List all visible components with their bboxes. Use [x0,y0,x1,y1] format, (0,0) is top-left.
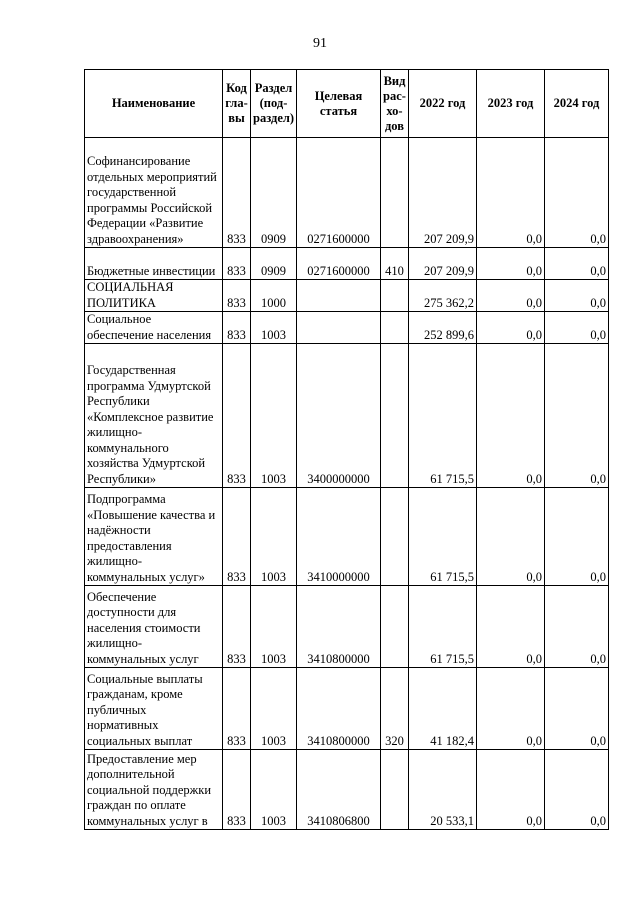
header-year-2024: 2024 год [545,70,609,138]
cell-year-2022: 61 715,5 [409,344,477,488]
cell-year-2022: 252 899,6 [409,312,477,344]
cell-year-2022: 207 209,9 [409,248,477,280]
table-row [85,344,609,488]
cell-chapter-code: 833 [223,668,251,750]
cell-expense-type [381,488,409,586]
cell-name: Софинансирование отдельных мероприятий государственной программы Российской Федерации «Развитие здравоохранения» [85,138,223,248]
cell-target-item: 3410000000 [297,488,381,586]
cell-year-2024: 0,0 [545,750,609,830]
cell-year-2024: 0,0 [545,586,609,668]
cell-target-item [297,312,381,344]
cell-expense-type [381,312,409,344]
cell-year-2023: 0,0 [477,312,545,344]
header-name: Наименование [85,70,223,138]
cell-target-item [297,280,381,312]
table-body [85,138,609,830]
table-row [85,138,609,248]
table-row [85,668,609,750]
cell-target-item: 3410806800 [297,750,381,830]
cell-year-2023: 0,0 [477,344,545,488]
cell-name: Подпрограмма «Повышение качества и надёжности предоставления жилищно-коммунальных услуг» [85,488,223,586]
cell-year-2022: 41 182,4 [409,668,477,750]
header-target-item: Целевая статья [297,70,381,138]
cell-chapter-code: 833 [223,138,251,248]
table-row [85,586,609,668]
cell-year-2023: 0,0 [477,138,545,248]
cell-year-2023: 0,0 [477,586,545,668]
cell-year-2023: 0,0 [477,280,545,312]
cell-year-2022: 20 533,1 [409,750,477,830]
cell-year-2024: 0,0 [545,488,609,586]
cell-chapter-code: 833 [223,344,251,488]
cell-section: 1003 [251,586,297,668]
cell-year-2024: 0,0 [545,312,609,344]
cell-expense-type: 320 [381,668,409,750]
budget-table [84,69,609,830]
header-year-2023: 2023 год [477,70,545,138]
cell-expense-type [381,280,409,312]
cell-section: 1003 [251,312,297,344]
cell-name: Социальное обеспечение населения [85,312,223,344]
cell-section: 0909 [251,248,297,280]
cell-name: Предоставление мер дополнительной социальной поддержки граждан по оплате коммунальных услуг в [85,750,223,830]
cell-year-2024: 0,0 [545,344,609,488]
table-row [85,488,609,586]
cell-section: 0909 [251,138,297,248]
table-header-row [85,70,609,138]
cell-year-2024: 0,0 [545,280,609,312]
cell-name: СОЦИАЛЬНАЯ ПОЛИТИКА [85,280,223,312]
cell-section: 1003 [251,668,297,750]
cell-target-item: 0271600000 [297,248,381,280]
cell-target-item: 0271600000 [297,138,381,248]
cell-section: 1003 [251,750,297,830]
cell-target-item: 3400000000 [297,344,381,488]
cell-section: 1003 [251,488,297,586]
cell-name: Бюджетные инвестиции [85,248,223,280]
cell-expense-type [381,750,409,830]
cell-name: Социальные выплаты гражданам, кроме публичных нормативных социальных выплат [85,668,223,750]
cell-year-2022: 61 715,5 [409,488,477,586]
cell-year-2023: 0,0 [477,668,545,750]
cell-year-2022: 275 362,2 [409,280,477,312]
cell-section: 1003 [251,344,297,488]
cell-expense-type [381,344,409,488]
cell-target-item: 3410800000 [297,586,381,668]
cell-year-2023: 0,0 [477,750,545,830]
header-section: Раздел (под-раздел) [251,70,297,138]
cell-name: Государственная программа Удмуртской Республики «Комплексное развитие жилищно-коммунального хозяйства Удмуртской Республики» [85,344,223,488]
cell-chapter-code: 833 [223,586,251,668]
cell-expense-type: 410 [381,248,409,280]
table-row [85,312,609,344]
cell-year-2024: 0,0 [545,138,609,248]
cell-chapter-code: 833 [223,312,251,344]
header-year-2022: 2022 год [409,70,477,138]
table-row [85,248,609,280]
cell-expense-type [381,586,409,668]
cell-year-2022: 207 209,9 [409,138,477,248]
cell-year-2024: 0,0 [545,248,609,280]
cell-name: Обеспечение доступности для населения стоимости жилищно-коммунальных услуг [85,586,223,668]
cell-chapter-code: 833 [223,488,251,586]
cell-year-2024: 0,0 [545,668,609,750]
cell-year-2023: 0,0 [477,248,545,280]
header-expense-type: Вид рас-хо-дов [381,70,409,138]
cell-chapter-code: 833 [223,248,251,280]
cell-section: 1000 [251,280,297,312]
cell-chapter-code: 833 [223,280,251,312]
page-number: 91 [313,36,327,51]
table-row [85,750,609,830]
cell-year-2022: 61 715,5 [409,586,477,668]
cell-target-item: 3410800000 [297,668,381,750]
table-row [85,280,609,312]
cell-chapter-code: 833 [223,750,251,830]
cell-expense-type [381,138,409,248]
cell-year-2023: 0,0 [477,488,545,586]
header-chapter-code: Код гла-вы [223,70,251,138]
